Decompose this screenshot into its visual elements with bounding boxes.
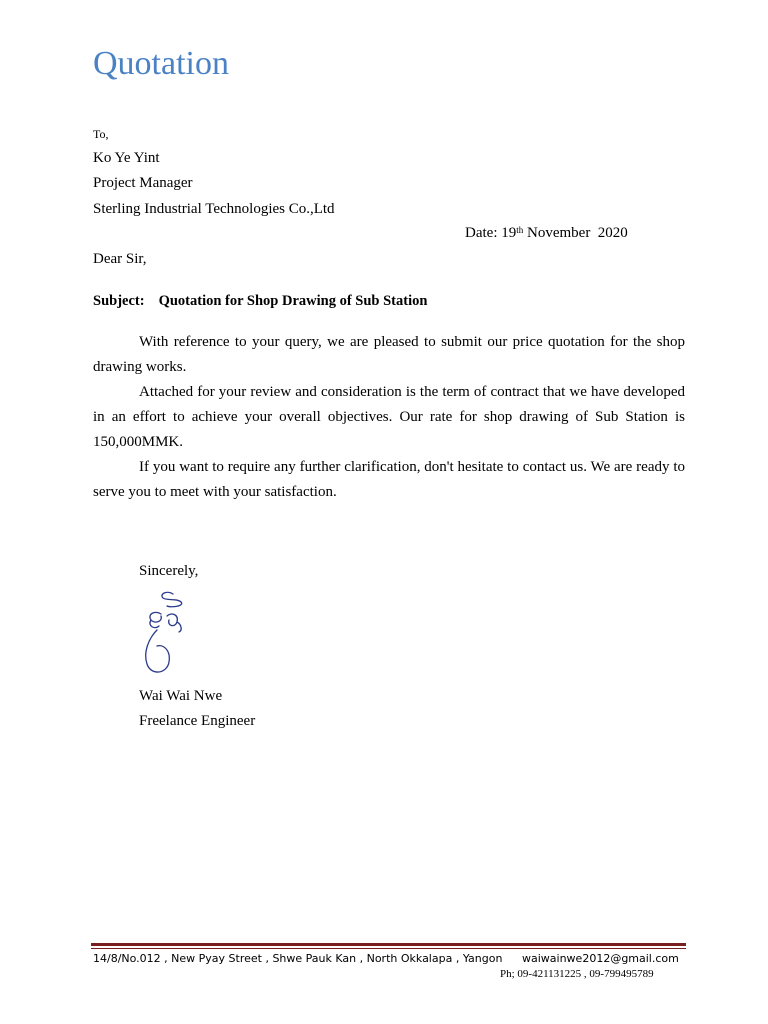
sender-role: Freelance Engineer	[139, 713, 256, 729]
paragraph-reference: With reference to your query, we are pleased to submit our price quotation for the shop drawing works.	[93, 334, 685, 375]
to-label: To,	[93, 127, 109, 141]
subject-label: Subject:	[93, 293, 145, 309]
recipient-position: Project Manager	[93, 175, 193, 191]
footer-email-link[interactable]: waiwainwe2012@gmail.com	[522, 952, 679, 965]
salutation: Dear Sir,	[93, 251, 147, 267]
signature-image	[137, 586, 193, 678]
footer-divider-thick	[91, 943, 686, 946]
footer-phone: Ph; 09-421131225 , 09-799495789	[500, 968, 654, 980]
paragraph-contract: Attached for your review and consideration is the term of contract that we have developed in an effort to achieve your overall objectives. Our rate for shop drawing of Sub Station is 150,000MMK.	[93, 384, 685, 450]
sender-name: Wai Wai Nwe	[139, 688, 223, 704]
recipient-company: Sterling Industrial Technologies Co.,Ltd	[93, 201, 335, 217]
date-rest: November 2020	[523, 225, 628, 241]
letter-date	[465, 223, 628, 243]
subject-text: Quotation for Shop Drawing of Sub Station	[158, 293, 428, 309]
footer-address: 14/8/No.012 , New Pyay Street , Shwe Pauk Kan , North Okkalapa , Yangon	[93, 952, 503, 965]
subject-line	[93, 291, 427, 311]
date-ordinal-suffix: th	[516, 225, 524, 235]
paragraph-clarification: If you want to require any further clarification, don't hesitate to contact us. We are ready to serve you to meet with your satisfaction.	[93, 459, 685, 500]
date-prefix: Date: 19	[465, 225, 517, 241]
footer-divider-thin	[91, 948, 686, 949]
recipient-name: Ko Ye Yint	[93, 150, 160, 166]
document-title: Quotation	[93, 45, 229, 82]
closing: Sincerely,	[139, 563, 199, 579]
